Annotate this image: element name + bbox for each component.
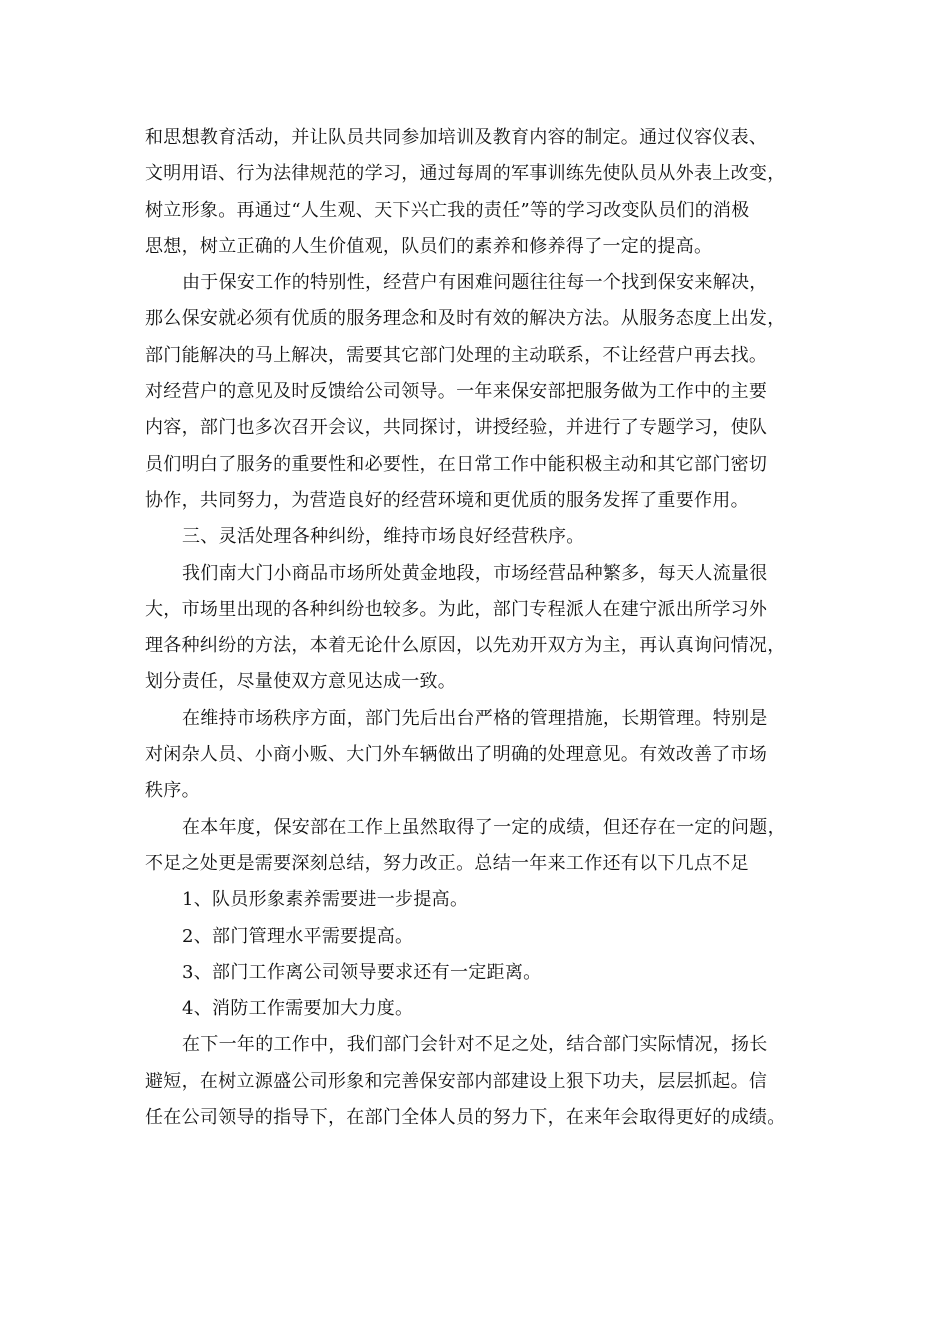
text-line: 对经营户的意见及时反馈给公司领导。一年来保安部把服务做为工作中的主要 [145,381,768,403]
text-line: 协作，共同努力，为营造良好的经营环境和更优质的服务发挥了重要作用。 [145,489,749,511]
text-line: 部门能解决的马上解决，需要其它部门处理的主动联系，不让经营户再去找。 [145,344,768,366]
paragraph-11 [145,1027,815,1136]
text-line: 避短，在树立源盛公司形象和完善保安部内部建设上狠下功夫，层层抓起。信 [145,1070,768,1092]
document-body [145,120,815,1136]
text-line: 2、部门管理水平需要提高。 [182,925,414,947]
text-line: 3、部门工作离公司领导要求还有一定距离。 [182,961,542,983]
text-line: 我们南大门小商品市场所处黄金地段，市场经营品种繁多，每天人流量很 [182,562,768,584]
text-line: 秩序。 [145,780,200,802]
text-line: 在本年度，保安部在工作上虽然取得了一定的成绩，但还存在一定的问题， [182,816,786,838]
list-item [145,919,815,955]
text-line: 对闲杂人员、小商小贩、大门外车辆做出了明确的处理意见。有效改善了市场 [145,744,768,766]
paragraph-1 [145,120,815,265]
paragraph-4 [145,556,815,701]
paragraph-2 [145,265,815,519]
text-line: 划分责任，尽量使双方意见达成一致。 [145,671,457,693]
text-line: 文明用语、行为法律规范的学习，通过每周的军事训练先使队员从外表上改变， [145,163,786,185]
list-item [145,991,815,1027]
list-item [145,955,815,991]
text-line: 思想，树立正确的人生价值观，队员们的素养和修养得了一定的提高。 [145,235,713,257]
text-line: 在下一年的工作中，我们部门会针对不足之处，结合部门实际情况，扬长 [182,1034,768,1056]
text-line: 那么保安就必须有优质的服务理念和及时有效的解决方法。从服务态度上出发， [145,308,786,330]
text-line: 大，市场里出现的各种纠纷也较多。为此，部门专程派人在建宁派出所学习外 [145,598,768,620]
text-line: 理各种纠纷的方法，本着无论什么原因，以先劝开双方为主，再认真询问情况， [145,635,786,657]
text-line: 和思想教育活动，并让队员共同参加培训及教育内容的制定。通过仪容仪表、 [145,127,768,148]
list-item [145,882,815,918]
text-line: 三、灵活处理各种纠纷，维持市场良好经营秩序。 [182,526,585,548]
text-line: 1、队员形象素养需要进一步提高。 [182,889,469,911]
text-line: 由于保安工作的特别性，经营户有困难问题往往每一个找到保安来解决， [182,272,768,294]
text-line: 4、消防工作需要加大力度。 [182,998,414,1020]
text-line: 树立形象。再通过“人生观、天下兴亡我的责任”等的学习改变队员们的消极 [145,199,750,221]
text-line: 员们明白了服务的重要性和必要性，在日常工作中能积极主动和其它部门密切 [145,453,768,475]
text-line: 在维持市场秩序方面，部门先后出台严格的管理措施，长期管理。特别是 [182,707,768,729]
paragraph-6 [145,810,815,883]
text-line: 不足之处更是需要深刻总结，努力改正。总结一年来工作还有以下几点不足 [145,852,749,874]
section-heading [145,519,815,555]
paragraph-5 [145,701,815,810]
text-line: 内容，部门也多次召开会议，共同探讨，讲授经验，并进行了专题学习，使队 [145,417,768,439]
text-line: 任在公司领导的指导下，在部门全体人员的努力下，在来年会取得更好的成绩。 [145,1107,786,1129]
